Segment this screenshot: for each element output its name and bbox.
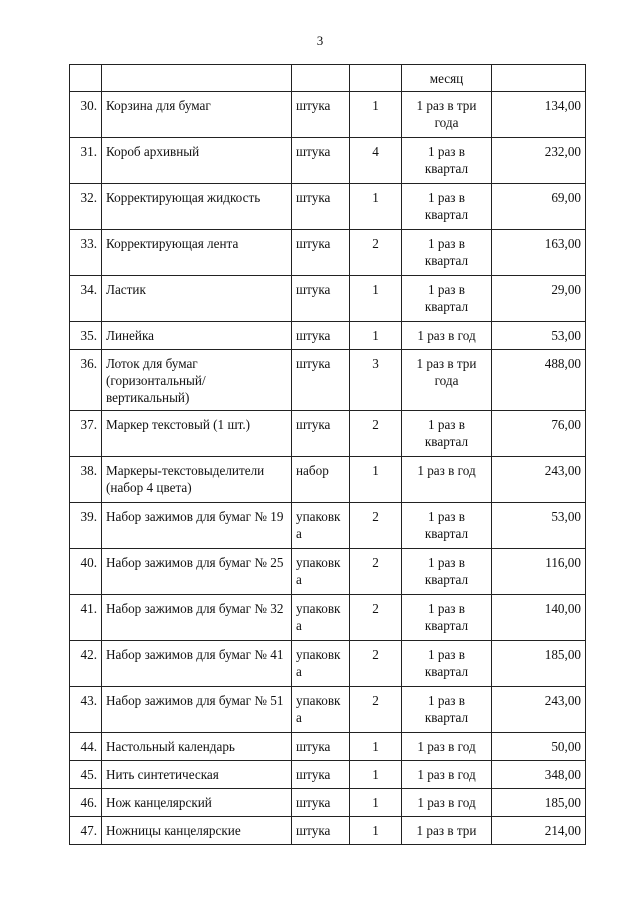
cell-unit [292, 65, 350, 92]
cell-num: 38. [70, 457, 102, 503]
cell-frequency: 1 раз в квартал [402, 138, 492, 184]
cell-qty: 1 [350, 817, 402, 845]
cell-qty: 1 [350, 276, 402, 322]
cell-frequency: 1 раз в квартал [402, 503, 492, 549]
cell-price: 76,00 [492, 411, 586, 457]
cell-price: 348,00 [492, 761, 586, 789]
cell-qty: 2 [350, 411, 402, 457]
cell-unit: упаковка [292, 549, 350, 595]
supplies-table [69, 64, 586, 845]
cell-num: 39. [70, 503, 102, 549]
cell-qty: 1 [350, 184, 402, 230]
cell-price: 116,00 [492, 549, 586, 595]
cell-name: Маркеры-текстовыделители (набор 4 цвета) [102, 457, 292, 503]
cell-name: Набор зажимов для бумаг № 19 [102, 503, 292, 549]
cell-qty: 1 [350, 789, 402, 817]
table-row [70, 411, 586, 457]
cell-unit: штука [292, 817, 350, 845]
cell-num: 36. [70, 350, 102, 411]
cell-qty: 2 [350, 549, 402, 595]
cell-frequency: месяц [402, 65, 492, 92]
cell-qty: 3 [350, 350, 402, 411]
cell-num [70, 65, 102, 92]
cell-frequency: 1 раз в квартал [402, 687, 492, 733]
table-row [70, 641, 586, 687]
cell-unit: штука [292, 411, 350, 457]
cell-unit: штука [292, 761, 350, 789]
table-continuation-row [70, 65, 586, 92]
cell-frequency: 1 раз в три [402, 817, 492, 845]
cell-name: Нить синтетическая [102, 761, 292, 789]
cell-name: Линейка [102, 322, 292, 350]
cell-price: 185,00 [492, 641, 586, 687]
cell-frequency: 1 раз в квартал [402, 641, 492, 687]
cell-frequency: 1 раз в квартал [402, 230, 492, 276]
cell-unit: упаковка [292, 687, 350, 733]
cell-price: 214,00 [492, 817, 586, 845]
cell-qty: 1 [350, 733, 402, 761]
cell-frequency: 1 раз в год [402, 733, 492, 761]
table-row [70, 457, 586, 503]
cell-unit: упаковка [292, 641, 350, 687]
cell-unit: штука [292, 92, 350, 138]
cell-frequency: 1 раз в год [402, 457, 492, 503]
cell-qty: 2 [350, 595, 402, 641]
cell-qty: 2 [350, 687, 402, 733]
cell-name: Маркер текстовый (1 шт.) [102, 411, 292, 457]
cell-num: 43. [70, 687, 102, 733]
cell-qty: 1 [350, 761, 402, 789]
cell-name: Короб архивный [102, 138, 292, 184]
cell-unit: штука [292, 733, 350, 761]
cell-frequency: 1 раз в квартал [402, 276, 492, 322]
cell-qty: 2 [350, 230, 402, 276]
table-row [70, 761, 586, 789]
cell-num: 31. [70, 138, 102, 184]
cell-frequency: 1 раз в год [402, 322, 492, 350]
cell-num: 34. [70, 276, 102, 322]
cell-unit: штука [292, 184, 350, 230]
cell-frequency: 1 раз в квартал [402, 595, 492, 641]
cell-num: 44. [70, 733, 102, 761]
cell-name: Набор зажимов для бумаг № 32 [102, 595, 292, 641]
cell-price [492, 65, 586, 92]
cell-qty: 1 [350, 322, 402, 350]
cell-num: 47. [70, 817, 102, 845]
cell-name: Корректирующая жидкость [102, 184, 292, 230]
cell-frequency: 1 раз в год [402, 761, 492, 789]
cell-name: Набор зажимов для бумаг № 51 [102, 687, 292, 733]
cell-unit: штука [292, 322, 350, 350]
cell-num: 42. [70, 641, 102, 687]
cell-num: 35. [70, 322, 102, 350]
cell-price: 243,00 [492, 457, 586, 503]
cell-unit: штука [292, 789, 350, 817]
cell-unit: набор [292, 457, 350, 503]
cell-name: Набор зажимов для бумаг № 25 [102, 549, 292, 595]
cell-frequency: 1 раз в квартал [402, 184, 492, 230]
cell-name [102, 65, 292, 92]
cell-price: 185,00 [492, 789, 586, 817]
cell-qty: 4 [350, 138, 402, 184]
cell-name: Ножницы канцелярские [102, 817, 292, 845]
cell-price: 140,00 [492, 595, 586, 641]
table-row [70, 503, 586, 549]
cell-price: 134,00 [492, 92, 586, 138]
cell-price: 53,00 [492, 322, 586, 350]
cell-name: Ластик [102, 276, 292, 322]
cell-frequency: 1 раз в три года [402, 92, 492, 138]
cell-price: 53,00 [492, 503, 586, 549]
cell-price: 50,00 [492, 733, 586, 761]
cell-qty: 1 [350, 92, 402, 138]
table-row [70, 276, 586, 322]
cell-frequency: 1 раз в квартал [402, 549, 492, 595]
cell-unit: штука [292, 138, 350, 184]
table-row [70, 687, 586, 733]
table-row [70, 92, 586, 138]
cell-frequency: 1 раз в три года [402, 350, 492, 411]
cell-name: Набор зажимов для бумаг № 41 [102, 641, 292, 687]
cell-num: 46. [70, 789, 102, 817]
table-row [70, 350, 586, 411]
cell-name: Лоток для бумаг (горизонтальный/вертикальный) [102, 350, 292, 411]
cell-unit: упаковка [292, 595, 350, 641]
cell-frequency: 1 раз в квартал [402, 411, 492, 457]
cell-qty: 2 [350, 641, 402, 687]
cell-price: 243,00 [492, 687, 586, 733]
table-row [70, 595, 586, 641]
cell-unit: штука [292, 276, 350, 322]
table-row [70, 549, 586, 595]
page-number: 3 [316, 33, 324, 48]
cell-num: 41. [70, 595, 102, 641]
cell-num: 40. [70, 549, 102, 595]
cell-qty [350, 65, 402, 92]
table-row [70, 138, 586, 184]
cell-unit: штука [292, 230, 350, 276]
cell-num: 37. [70, 411, 102, 457]
table-row [70, 184, 586, 230]
cell-frequency: 1 раз в год [402, 789, 492, 817]
cell-unit: упаковка [292, 503, 350, 549]
cell-price: 163,00 [492, 230, 586, 276]
cell-name: Корректирующая лента [102, 230, 292, 276]
cell-num: 45. [70, 761, 102, 789]
cell-price: 29,00 [492, 276, 586, 322]
cell-num: 30. [70, 92, 102, 138]
cell-price: 69,00 [492, 184, 586, 230]
table-body [70, 65, 586, 845]
table-row [70, 733, 586, 761]
cell-qty: 2 [350, 503, 402, 549]
cell-num: 33. [70, 230, 102, 276]
table-row [70, 322, 586, 350]
cell-name: Нож канцелярский [102, 789, 292, 817]
cell-price: 232,00 [492, 138, 586, 184]
cell-qty: 1 [350, 457, 402, 503]
cell-name: Настольный календарь [102, 733, 292, 761]
cell-unit: штука [292, 350, 350, 411]
table-row [70, 230, 586, 276]
cell-name: Корзина для бумаг [102, 92, 292, 138]
table-row [70, 817, 586, 845]
table-row [70, 789, 586, 817]
cell-price: 488,00 [492, 350, 586, 411]
cell-num: 32. [70, 184, 102, 230]
